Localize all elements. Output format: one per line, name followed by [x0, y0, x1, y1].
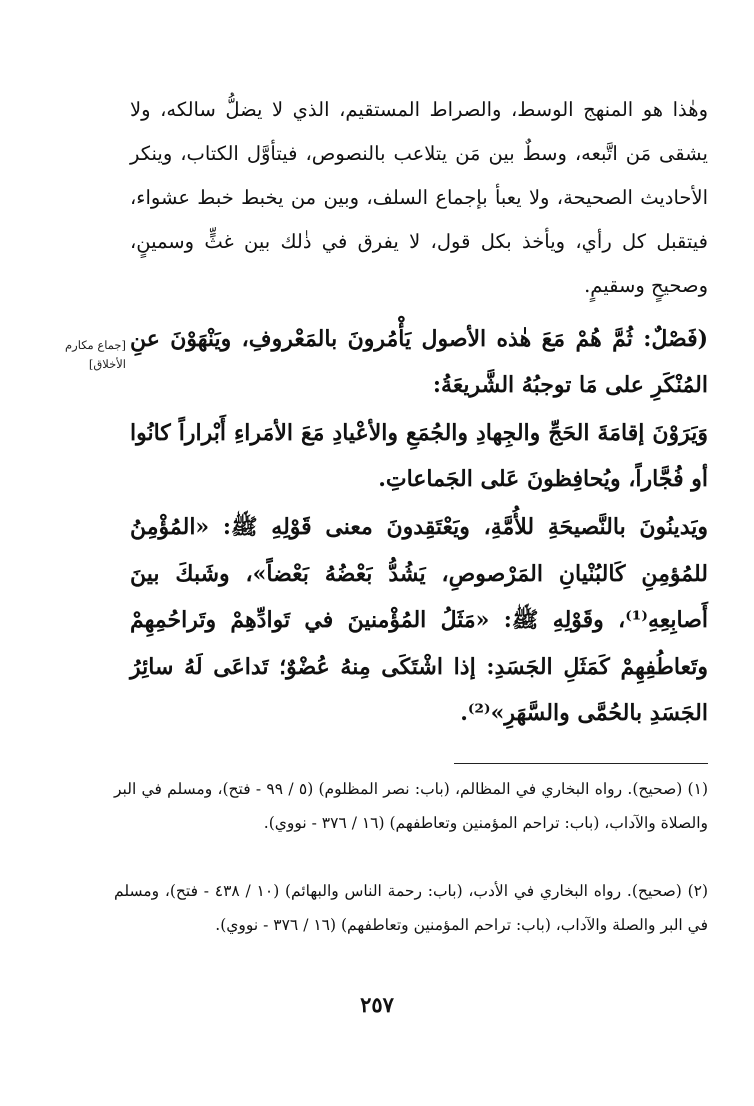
footnote-2: (٢) (صحيح). رواه البخاري في الأدب، (باب: رحمة الناس والبهائم) (١٠ / ٤٣٨ - فتح)، ومسلم في البر والصلة والآداب، (باب: تراحم المؤمنين وتعاطفهم) (١٦ / ٣٧٦ - نووي).	[114, 882, 709, 934]
paragraph-middle-path: وهٰذا هو المنهج الوسط، والصراط المستقيم، الذي لا يضلُّ سالكه، ولا يشقى مَن اتَّبعه، وسطٌ بين مَن يتلاعب بالنصوص، فيتأوَّل الكتاب، وينكر الأحاديث الصحيحة، ولا يعبأ بإجماع السلف، وبين من يخبط خبط عشواء، فيتقبل كل رأي، ويأخذ بكل قول، لا يفرق في ذٰلك بين غثٍّ وسمينٍ، وصحيحٍ وسقيمٍ.	[130, 98, 708, 297]
paragraph-sincere-counsel-hadith: ويَدينُونَ بالنَّصيحَةِ للأُمَّةِ، ويَعْتَقِدونَ معنى قَوْلِهِ ﷺ: «المُؤْمِنُ للمُؤمِنِ كَالبُنْيانِ المَرْصوصِ، يَشُدُّ بَعْضُهُ بَعْضاً»، وشَبكَ بينَ أَصابِعِهِ⁽¹⁾، وقَوْلِهِ ﷺ: «مَثَلُ المُؤْمنينَ في تَوادِّهِمْ وتَراحُمِهِمْ وتَعاطُفِهِمْ كَمَثَلِ الجَسَدِ: إذا اشْتَكَى مِنهُ عُضْوٌ؛ تَداعَى لَهُ سائِرُ الجَسَدِ بالحُمَّى والسَّهَرِ»⁽²⁾.	[130, 514, 708, 726]
page-number: ٢٥٧	[360, 992, 394, 1017]
footnote-separator	[454, 763, 708, 764]
paragraph-fasl-enjoining-good: (فَصْلٌ: ثُمَّ هُمْ مَعَ هٰذه الأصول يَأْمُرونَ بالمَعْروفِ، ويَنْهَوْنَ عنِ المُنْكَرِ على مَا توجبُهُ الشَّريعَةُ:	[130, 326, 708, 398]
paragraph-hajj-jihad-rulers: وَيَرَوْنَ إقامَةَ الحَجِّ والجِهادِ والجُمَعِ والأعْيادِ مَعَ الأمَراءِ أَبْراراً كانُوا أو فُجَّاراً، ويُحافِظونَ عَلى الجَماعاتِ.	[130, 420, 708, 492]
margin-note: [جماع مكارم الأخلاق]	[65, 338, 126, 371]
footnote-1: (١) (صحيح). رواه البخاري في المظالم، (باب: نصر المظلوم) (٥ / ٩٩ - فتح)، ومسلم في البر والصلاة والآداب، (باب: تراحم المؤمنين وتعاطفهم) (١٦ / ٣٧٦ - نووي).	[114, 780, 708, 832]
